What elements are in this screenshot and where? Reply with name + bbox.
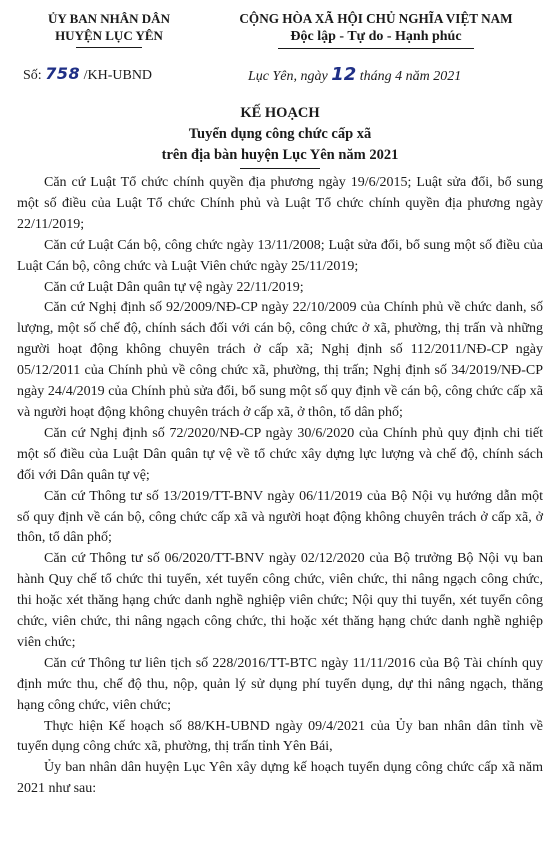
national-heading bbox=[200, 10, 552, 49]
handwritten-number: 758 bbox=[45, 64, 81, 83]
agency-underline bbox=[76, 47, 142, 48]
nation-line-1: CỘNG HÒA XÃ HỘI CHỦ NGHĨA VIỆT NAM bbox=[239, 11, 513, 26]
date-suffix: tháng 4 năm 2021 bbox=[356, 69, 462, 84]
paragraph: Căn cứ Luật Dân quân tự vệ ngày 22/11/2019; bbox=[44, 279, 304, 295]
paragraph: Căn cứ Luật Cán bộ, công chức ngày 13/11/2008; Luật sửa đổi, bổ sung một số điều của Luật Cán bộ, công chức và Luật Viên chức ngày 25/11/2019; bbox=[17, 237, 543, 274]
document-subtitle-1: Tuyển dụng công chức cấp xã bbox=[188, 126, 372, 142]
paragraph: Căn cứ Thông tư số 06/2020/TT-BNV ngày 02/12/2020 của Bộ trưởng Bộ Nội vụ ban hành Quy chế tổ chức thi tuyển, xét tuyển công chức, viên chức, thi nâng ngạch công chức, thi hoặc xét thăng hạng chức danh nghề nghiệp viên chức; Nội quy thi tuyển, xét tuyển công chức, viên chức, thi nâng ngạch công chức, thi hoặc xét thăng hạng chức danh nghề nghiệp viên chức; bbox=[17, 551, 543, 650]
document-title: KẾ HOẠCH bbox=[240, 105, 320, 121]
agency-line-1: ỦY BAN NHÂN DÂN bbox=[48, 11, 170, 26]
date-prefix: Lục Yên, ngày bbox=[248, 69, 332, 84]
document-body bbox=[17, 173, 543, 800]
paragraph: Căn cứ Nghị định số 92/2009/NĐ-CP ngày 22/10/2009 của Chính phủ về chức danh, số lượng, một số chế độ, chính sách đối với cán bộ, công chức ở xã, phường, thị trấn và những người hoạt động không chuyên trách ở cấp xã; Nghị định số 112/2011/NĐ-CP ngày 05/12/2011 của Chính phủ về công chức xã, phường, thị trấn; Nghị định số 34/2019/NĐ-CP ngày 24/4/2019 của Chính phủ sửa đổi, bổ sung một số quy định về cán bộ, công chức cấp xã và người hoạt động không chuyên trách ở cấp xã, ở thôn, tổ dân phố; bbox=[17, 300, 543, 420]
number-suffix: /KH-UBND bbox=[80, 68, 153, 83]
nation-motto: Độc lập - Tự do - Hạnh phúc bbox=[290, 29, 462, 44]
issuing-agency bbox=[14, 10, 204, 48]
paragraph: Căn cứ Thông tư số 13/2019/TT-BNV ngày 06/11/2019 của Bộ Nội vụ hướng dẫn một số quy định về cán bộ, công chức cấp xã và người hoạt động không chuyên trách ở cấp xã, ở thôn, tổ dân phố; bbox=[17, 488, 543, 546]
handwritten-day: 12 bbox=[331, 64, 357, 85]
title-underline bbox=[240, 168, 320, 169]
document-subtitle-2: trên địa bàn huyện Lục Yên năm 2021 bbox=[161, 147, 399, 163]
paragraph: Căn cứ Nghị định số 72/2020/NĐ-CP ngày 30/6/2020 của Chính phủ quy định chi tiết một số điều của Luật Dân quân tự vệ về tổ chức xây dựng lực lượng và chế độ, chính sách đối với Dân quân tự vệ; bbox=[17, 425, 543, 483]
paragraph: Căn cứ Luật Tổ chức chính quyền địa phương ngày 19/6/2015; Luật sửa đổi, bổ sung một số điều của Luật Tổ chức Chính phủ và Luật Tổ chức chính quyền địa phương ngày 22/11/2019; bbox=[17, 175, 543, 232]
agency-line-2: HUYỆN LỤC YÊN bbox=[55, 28, 163, 43]
paragraph: Căn cứ Thông tư liên tịch số 228/2016/TT-BTC ngày 11/11/2016 của Bộ Tài chính quy định mức thu, chế độ thu, nộp, quản lý sử dụng phí tuyển dụng, dự thi nâng ngạch, thăng hạng công chức, viên chức; bbox=[17, 655, 543, 713]
number-prefix: Số: bbox=[23, 68, 46, 83]
document-number bbox=[23, 64, 152, 84]
paragraph: Thực hiện Kế hoạch số 88/KH-UBND ngày 09/4/2021 của Ủy ban nhân dân tỉnh về tuyển dụng công chức xã, phường, thị trấn tỉnh Yên Bái, bbox=[17, 718, 543, 755]
paragraph: Ủy ban nhân dân huyện Lục Yên xây dựng kế hoạch tuyển dụng công chức cấp xã năm 2021 như sau: bbox=[17, 760, 543, 797]
place-and-date bbox=[248, 64, 461, 85]
motto-underline bbox=[278, 48, 474, 49]
